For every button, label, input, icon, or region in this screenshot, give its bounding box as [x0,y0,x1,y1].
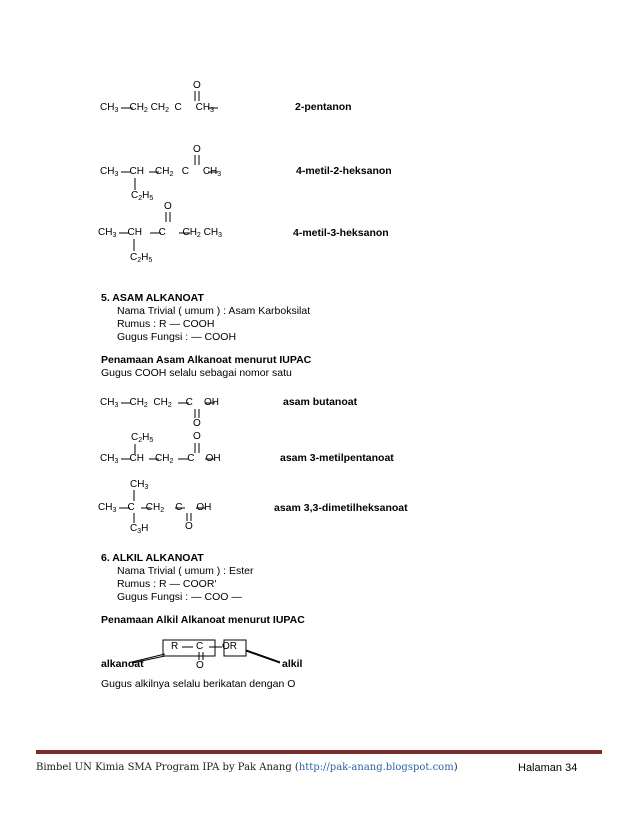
ethyl-substituent: $C_2H_5$ [131,432,154,444]
structure-asam-butanoat: $CH_3$ $CH_2$ $CH_2$ C OH [100,397,219,409]
compound-name: asam 3,3-dimetilheksanoat [274,502,408,514]
ester-note: Gugus alkilnya selalu berikatan dengan O [101,678,296,690]
structure-4-metil-3-heksanon: $CH_3$ CH C $CH_2$ $CH_3$ [98,227,222,239]
substituent: $C_3H$ [130,523,149,535]
carbonyl-oxygen: O [193,144,201,155]
footer-credit-close: ) [453,762,458,773]
trivial-name: Nama Trivial ( umum ) : Asam Karboksilat [117,305,311,317]
functional-group: Gugus Fungsi : — COO — [117,591,242,603]
iupac-note: Gugus COOH selalu sebagai nomor satu [101,367,292,379]
structure-asam-3-metilpentanoat: $CH_3$ CH $CH_2$ C OH [100,453,221,465]
trivial-name: Nama Trivial ( umum ) : Ester [117,565,254,577]
iupac-heading: Penamaan Asam Alkanoat menurut IUPAC [101,354,312,366]
footer-divider [36,750,602,754]
compound-name: 4-metil-2-heksanon [296,165,392,177]
carbonyl-oxygen: O [185,521,193,532]
ester-diagram-r: R [171,641,179,652]
footer-credit-text: Bimbel UN Kimia SMA Program IPA by Pak Anang ( [36,762,299,773]
label-alkil: alkil [282,658,303,670]
structure-asam-3-3-dimetilheksanoat: $CH_3$ C $CH_2$ C OH [98,502,212,514]
carbonyl-oxygen: O [193,431,201,442]
iupac-heading: Penamaan Alkil Alkanoat menurut IUPAC [101,614,305,626]
formula: Rumus : R — COOR' [117,578,217,590]
compound-name: asam butanoat [283,396,358,408]
carbonyl-oxygen: O [196,660,204,671]
methyl-substituent: $CH_3$ [130,479,149,491]
ethyl-substituent: $C_2H_5$ [130,252,153,264]
footer-credit [36,762,458,773]
section-heading: 6. ALKIL ALKANOAT [101,552,204,564]
functional-group: Gugus Fungsi : — COOH [117,331,237,343]
ester-diagram-or: OR [222,641,237,652]
section-heading: 5. ASAM ALKANOAT [101,292,204,304]
page-number: Halaman 34 [518,762,578,774]
structure-4-metil-2-heksanon: $CH_3$ CH $CH_2$ C $CH_3$ [100,166,222,178]
ethyl-substituent: $C_2H_5$ [131,190,154,202]
compound-name: asam 3-metilpentanoat [280,452,394,464]
carbonyl-oxygen: O [164,201,172,212]
ester-diagram-c: C [196,641,204,652]
carbonyl-oxygen: O [193,418,201,429]
formula: Rumus : R — COOH [117,318,215,330]
footer-link[interactable]: http://pak-anang.blogspot.com [298,762,454,773]
label-alkanoat: alkanoat [101,658,144,670]
compound-name: 4-metil-3-heksanon [293,227,389,239]
carbonyl-oxygen: O [193,80,201,91]
compound-name: 2-pentanon [295,101,352,113]
structure-2-pentanon: $CH_3$ $CH_2$ $CH_2$ C $CH_3$ [100,102,214,114]
